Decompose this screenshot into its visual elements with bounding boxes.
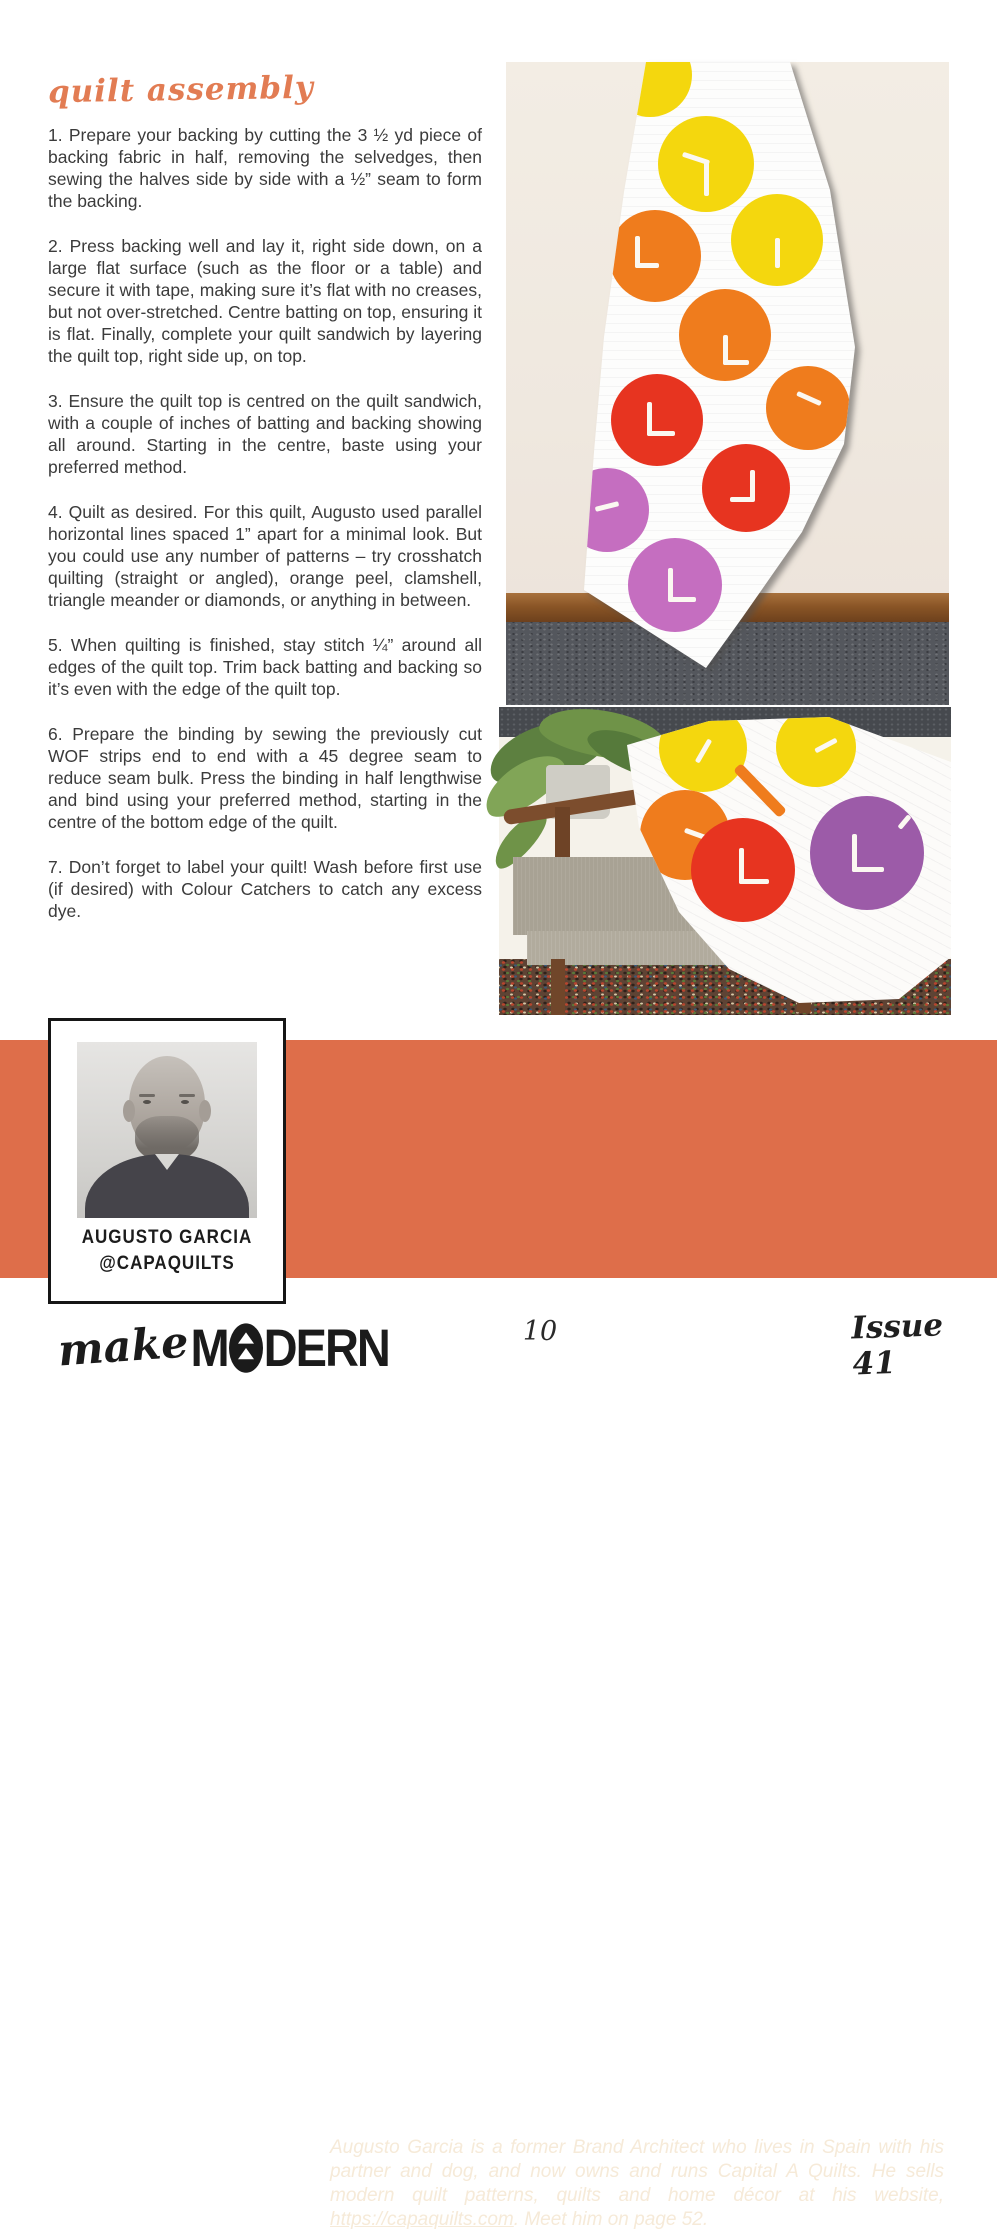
author-handle: @CAPAQUILTS — [99, 1251, 235, 1274]
author-photo — [77, 1042, 257, 1218]
modern-o-icon — [229, 1322, 263, 1371]
author-name: AUGUSTO GARCIA — [81, 1225, 253, 1248]
author-box — [48, 1018, 286, 1304]
instruction-step-2: 2. Press backing well and lay it, right side down, on a large flat surface (such as the floor or a table) and secure it with tape, making sure it’s flat with no creases, but not over-stretched. Centre batting on top, ensuring it is flat. Finally, complete your quilt sandwich by layering the quilt top, right side up, on top. — [48, 236, 482, 366]
instruction-step-6: 6. Prepare the binding by sewing the previously cut WOF strips end to end with a 45 degree seam to reduce seam bulk. Press the binding in half lengthwise and bind using your preferred method, starting in the centre of the bottom edge of the quilt. — [48, 724, 482, 832]
capaquilts-link[interactable]: https://capaquilts.com — [330, 2209, 514, 2230]
instructions-column — [48, 124, 482, 945]
instruction-step-7: 7. Don’t forget to label your quilt! Wash before first use (if desired) with Colour Catchers to catch any excess dye. — [48, 857, 482, 921]
bio-text-start: Augusto Garcia is a former Brand Architect who lives in Spain with his partner and dog, and now owns and runs Capital A Quilts. He sells modern quilt patterns, quilts and home décor at his website, — [330, 2137, 944, 2206]
instruction-step-1: 1. Prepare your backing by cutting the 3 ½ yd piece of backing fabric in half, removing the selvedges, then sewing the halves side by side with a ½” seam to form the backing. — [48, 125, 482, 211]
page-number: 10 — [522, 1316, 558, 1347]
instruction-step-5: 5. When quilting is finished, stay stitch ¼” around all edges of the quilt top. Trim back batting and backing so it’s even with the edge of the quilt top. — [48, 635, 482, 699]
instruction-step-4: 4. Quilt as desired. For this quilt, Augusto used parallel horizontal lines spaced 1” apart for a minimal look. But you could use any number of patterns – try crosshatch quilting (straight or angled), orange peel, clamshell, triangle meander or diamonds, or anything in between. — [48, 502, 482, 610]
logo-modern-caps: M DERN — [190, 1317, 389, 1377]
logo-make-script: make — [56, 1317, 191, 1377]
quilt-hanging-photo — [506, 62, 949, 705]
author-bio-text — [330, 2136, 944, 2232]
bio-text-end: . Meet him on page 52. — [513, 2209, 709, 2230]
quilt-chair-photo — [499, 707, 951, 1015]
hanging-quilt — [506, 62, 949, 705]
instruction-step-3: 3. Ensure the quilt top is centred on the quilt sandwich, with a couple of inches of batting and backing showing all around. Starting in the centre, baste using your preferred method. — [48, 391, 482, 477]
make-modern-logo — [58, 1312, 389, 1382]
issue-label: Issue 41 — [850, 1307, 944, 1383]
page-title: quilt assembly — [47, 69, 315, 111]
